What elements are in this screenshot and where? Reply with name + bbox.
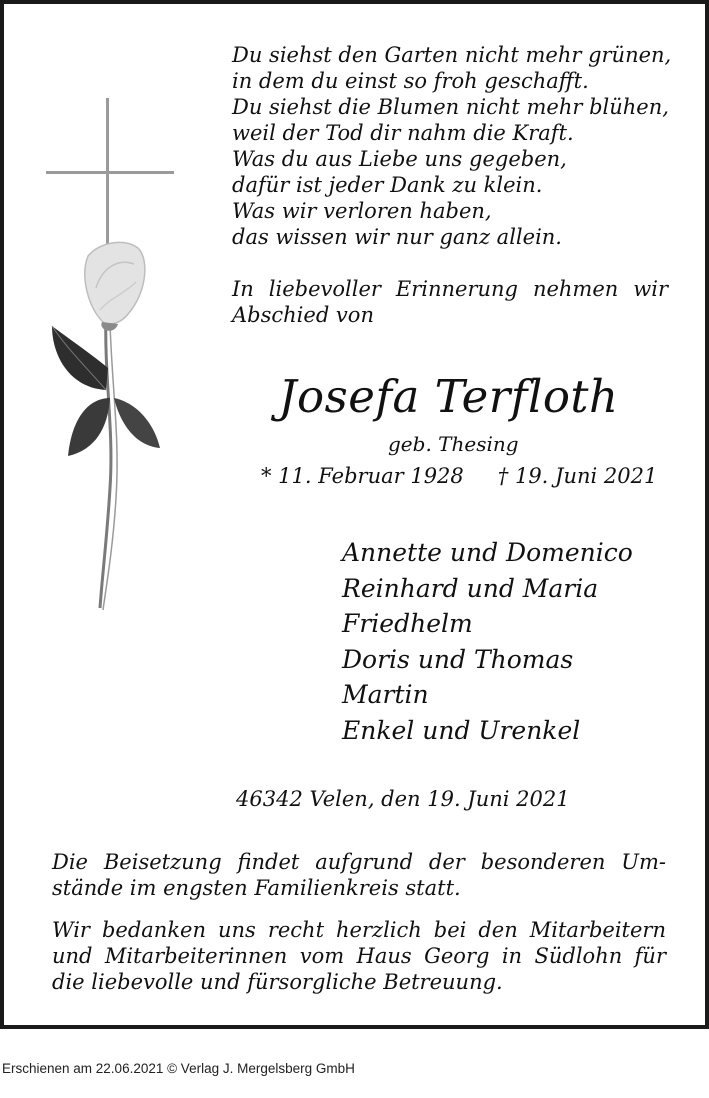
mourner: Enkel und Urenkel <box>342 715 581 745</box>
poem <box>232 42 682 250</box>
mourner: Doris und Thomas <box>342 644 574 674</box>
place-and-date: 46342 Velen, den 19. Juni 2021 <box>236 787 570 811</box>
thanks-line: und Mitarbeiterinnen vom Haus Georg in Südlohn für <box>52 944 666 968</box>
poem-line: Was du aus Liebe uns gegeben, <box>232 147 567 171</box>
intro-text <box>232 276 668 328</box>
deceased-name: Josefa Terfloth <box>278 370 619 423</box>
mourner: Friedhelm <box>342 609 473 638</box>
thanks-line: die liebevolle und fürsorgliche Betreuung. <box>52 970 503 994</box>
death-date: † 19. Juni 2021 <box>497 464 658 488</box>
mourner: Reinhard und Maria <box>342 573 599 603</box>
poem-line: in dem du einst so froh geschafft. <box>232 69 589 93</box>
mourner: Annette und Domenico <box>342 538 633 567</box>
rose-icon <box>52 242 160 610</box>
poem-line: dafür ist jeder Dank zu klein. <box>232 173 543 197</box>
life-dates <box>261 464 657 488</box>
poem-line: Du siehst die Blumen nicht mehr blühen, <box>232 95 669 119</box>
publication-footer: Erschienen am 22.06.2021 © Verlag J. Mergelsberg GmbH <box>2 1061 355 1076</box>
intro-line: In liebevoller Erinnerung nehmen wir <box>232 277 668 301</box>
burial-note-line: stände im engsten Familienkreis statt. <box>52 876 461 900</box>
thanks-line: Wir bedanken uns recht herzlich bei den Mitarbeitern <box>52 918 666 942</box>
mourners-list <box>342 535 633 748</box>
birth-date: * 11. Februar 1928 <box>261 464 464 488</box>
poem-line: Du siehst den Garten nicht mehr grünen, <box>232 43 672 67</box>
thanks-note <box>52 917 666 995</box>
poem-line: Was wir verloren haben, <box>232 199 492 223</box>
intro-line: Abschied von <box>232 303 374 327</box>
poem-line: das wissen wir nur ganz allein. <box>232 225 562 249</box>
burial-note <box>52 849 666 901</box>
birth-name: geb. Thesing <box>388 432 519 456</box>
cross-with-rose-image <box>40 98 190 618</box>
mourner: Martin <box>342 680 429 709</box>
burial-note-line: Die Beisetzung findet aufgrund der besonderen Um- <box>52 850 666 874</box>
poem-line: weil der Tod dir nahm die Kraft. <box>232 121 574 145</box>
